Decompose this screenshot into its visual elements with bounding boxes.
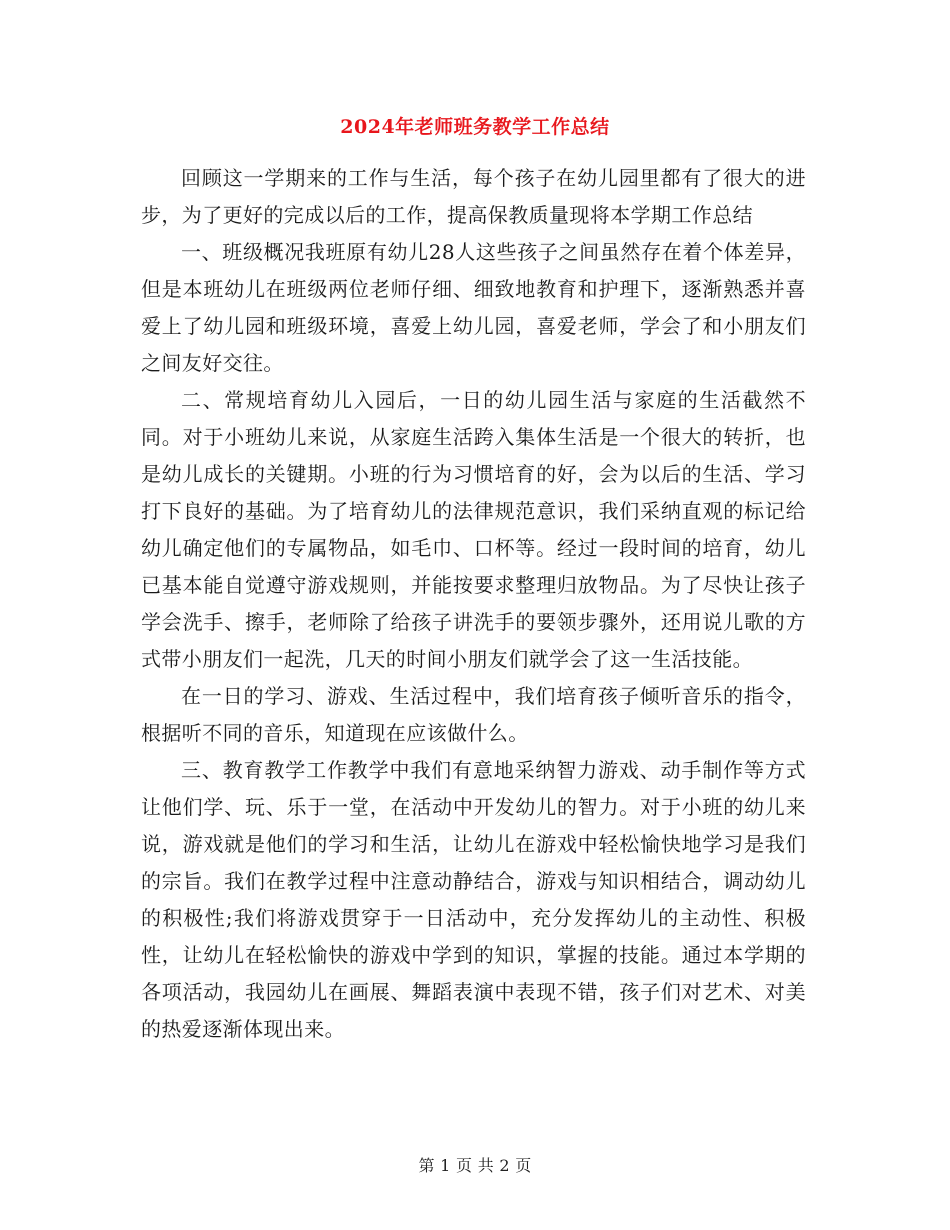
- paragraph-music-instruction: 在一日的学习、游戏、生活过程中，我们培育孩子倾听音乐的指令，根据听不同的音乐，知道现在应该做什么。: [141, 684, 806, 745]
- page-number-footer: 第 1 页 共 2 页: [418, 1156, 532, 1175]
- document-body: [141, 160, 806, 1048]
- paragraph-intro: 回顾这一学期来的工作与生活，每个孩子在幼儿园里都有了很大的进步，为了更好的完成以后的工作，提高保教质量现将本学期工作总结: [141, 166, 806, 227]
- paragraph-teaching-work: 三、教育教学工作教学中我们有意地采纳智力游戏、动手制作等方式让他们学、玩、乐于一堂，在活动中开发幼儿的智力。对于小班的幼儿来说，游戏就是他们的学习和生活，让幼儿在游戏中轻松愉快地学习是我们的宗旨。我们在教学过程中注意动静结合，游戏与知识相结合，调动幼儿的积极性;我们将游戏贯穿于一日活动中，充分发挥幼儿的主动性、积极性，让幼儿在轻松愉快的游戏中学到的知识，掌握的技能。通过本学期的各项活动，我园幼儿在画展、舞蹈表演中表现不错，孩子们对艺术、对美的热爱逐渐体现出来。: [141, 758, 806, 1041]
- paragraph-routine-training: 二、常规培育幼儿入园后，一日的幼儿园生活与家庭的生活截然不同。对于小班幼儿来说，从家庭生活跨入集体生活是一个很大的转折，也是幼儿成长的关键期。小班的行为习惯培育的好，会为以后的生活、学习打下良好的基础。为了培育幼儿的法律规范意识，我们采纳直观的标记给幼儿确定他们的专属物品，如毛巾、口杯等。经过一段时间的培育，幼儿已基本能自觉遵守游戏规则，并能按要求整理归放物品。为了尽快让孩子学会洗手、擦手，老师除了给孩子讲洗手的要领步骤外，还用说儿歌的方式带小朋友们一起洗，几天的时间小朋友们就学会了这一生活技能。: [141, 388, 806, 671]
- paragraph-class-overview: 一、班级概况我班原有幼儿28人这些孩子之间虽然存在着个体差异，但是本班幼儿在班级两位老师仔细、细致地教育和护理下，逐渐熟悉并喜爱上了幼儿园和班级环境，喜爱上幼儿园，喜爱老师，学会了和小朋友们之间友好交往。: [141, 240, 806, 375]
- document-title: 2024年老师班务教学工作总结: [340, 116, 610, 138]
